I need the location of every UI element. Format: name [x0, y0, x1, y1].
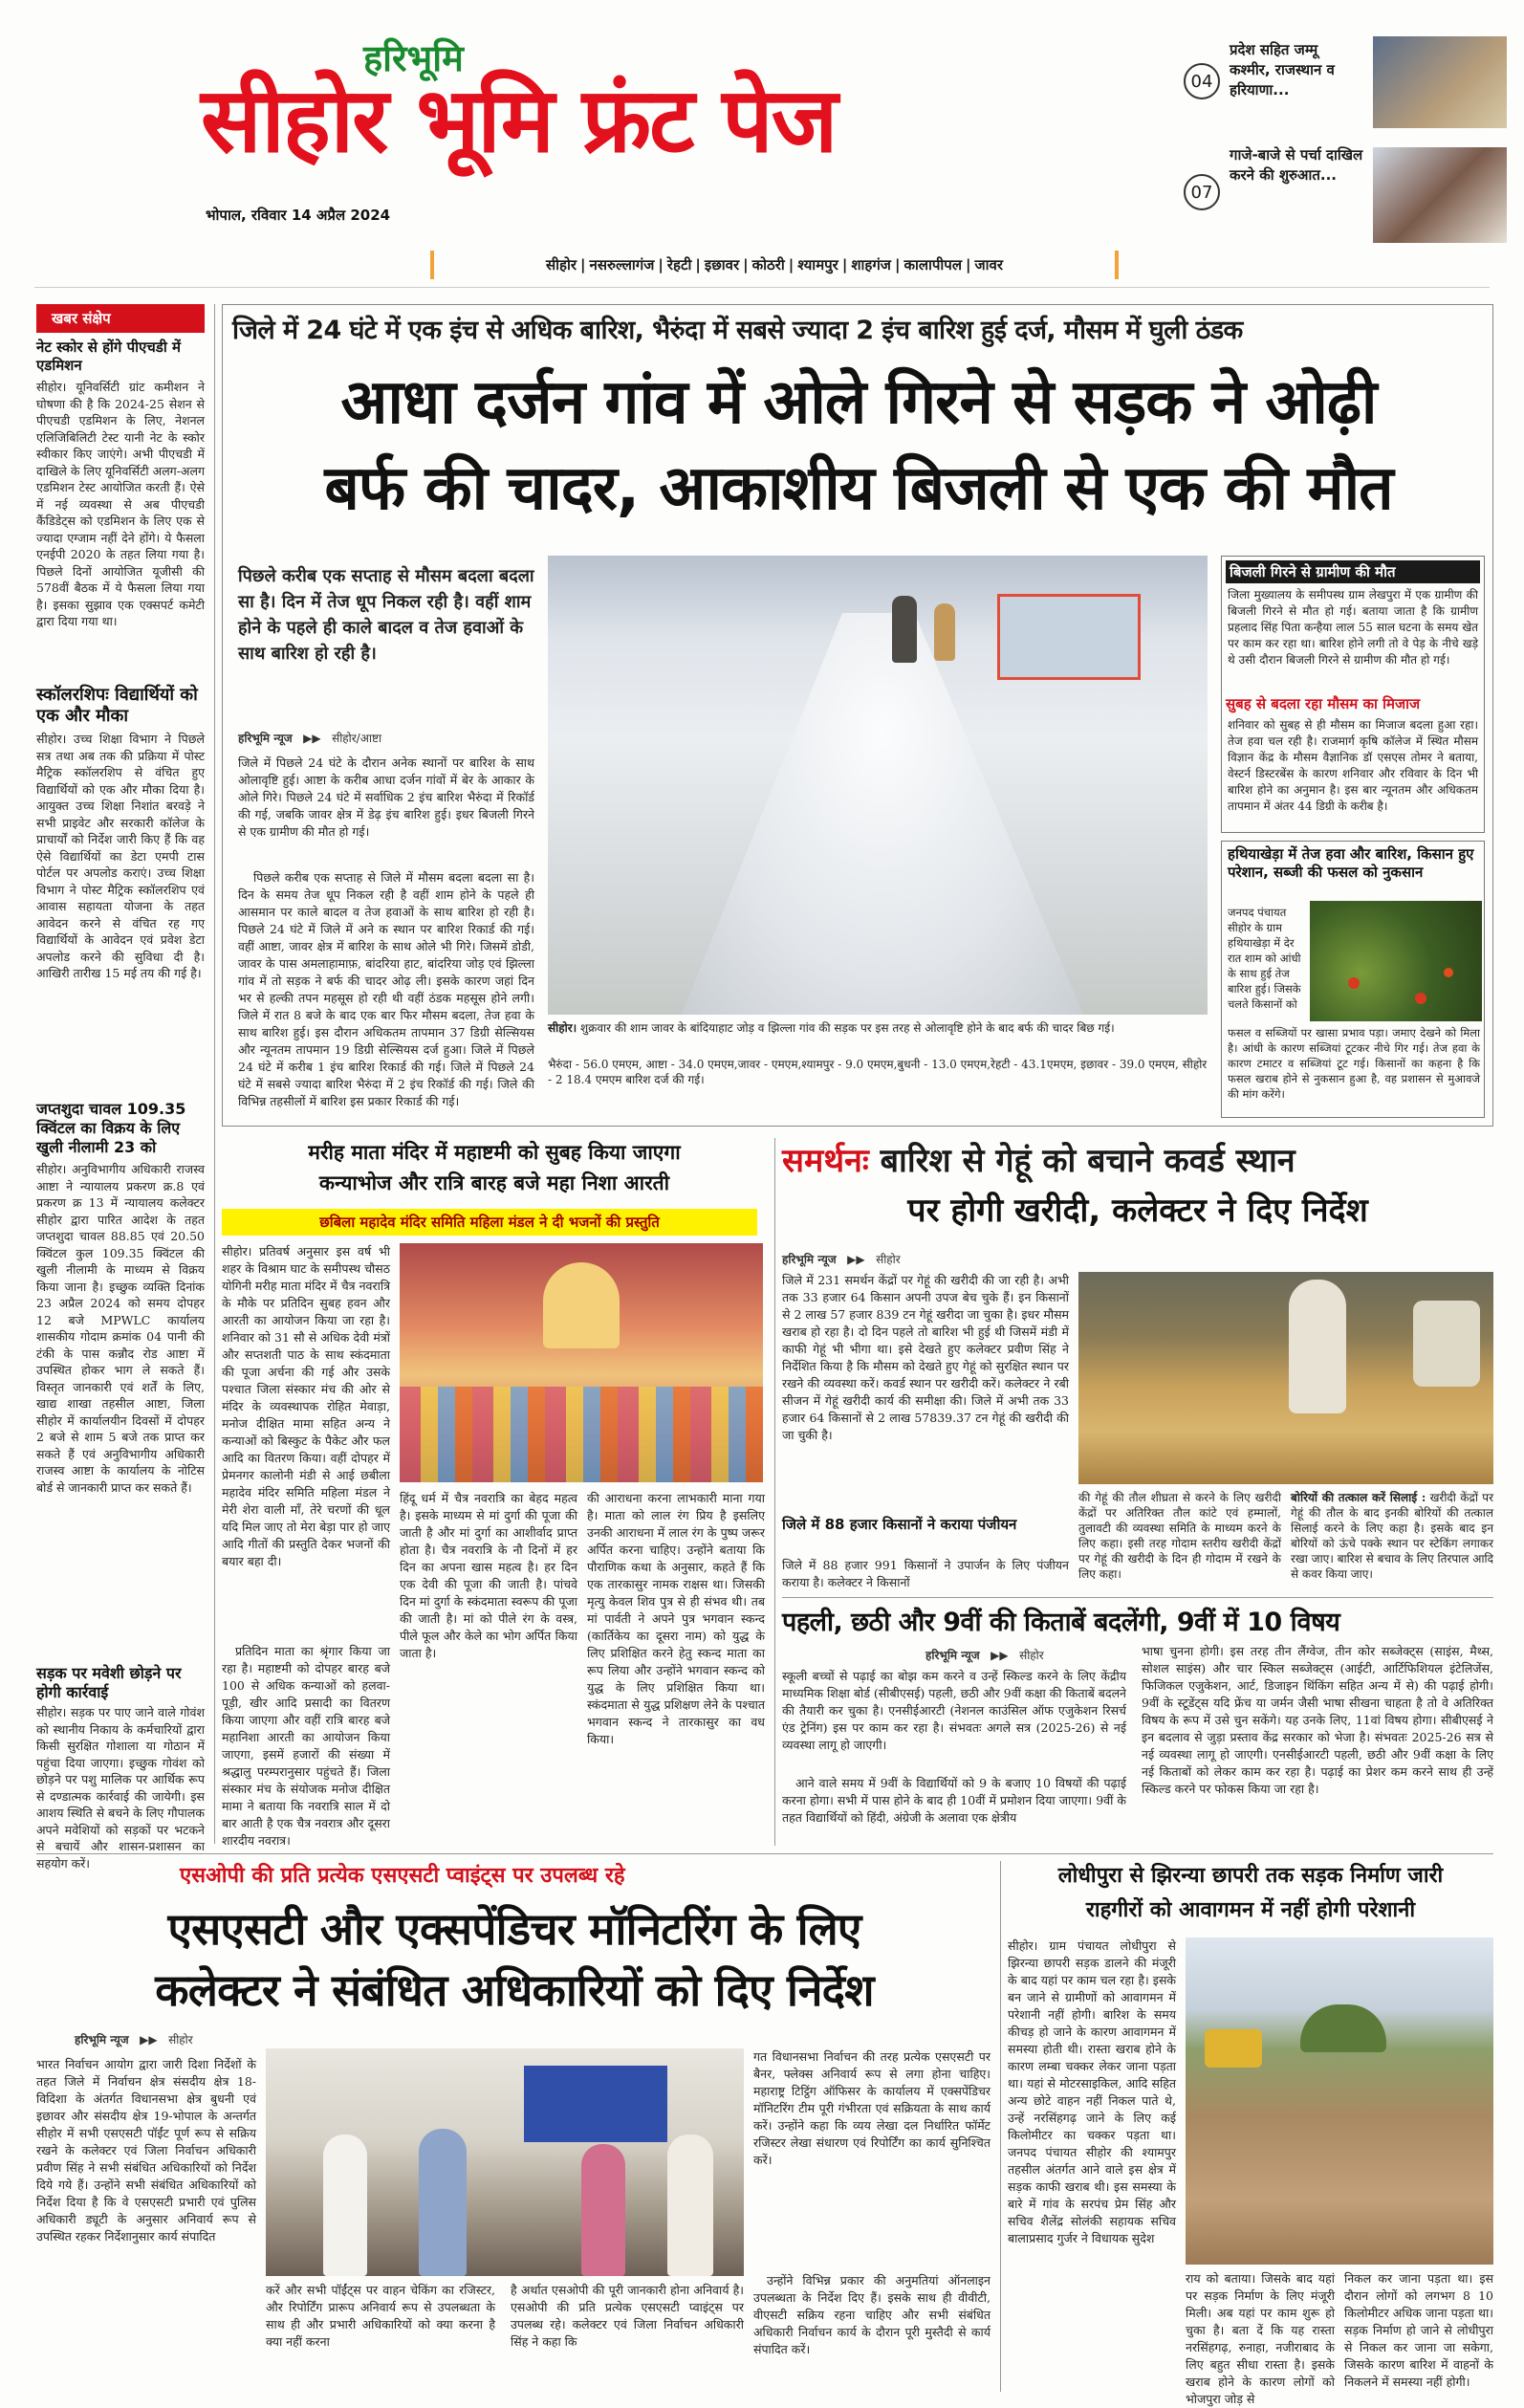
story-body: गत विधानसभा निर्वाचन की तरह प्रत्येक एसएसटी पर बैनर, फ्लेक्स अनिवार्य रूप से लगा होना चाहिए। महाराष्ट्र टिट्ठिंग ऑफिसर के कार्यालय में एक्सपेंडिचर मॉनिटरिंग टीम पूरी गंभीरता एवं सक्रियता के साथ कार्य करें। उन्होंने कहा कि व्यय लेखा दल निर्धारित फॉर्मेट रजिस्टर लेखा संधारण एवं रिपोर्टिंग का कार्य सुनिश्चित करें।	[753, 2049, 991, 2167]
brief-headline: सड़क पर मवेशी छोड़ने पर होगी कार्रवाई	[36, 1664, 182, 1701]
brief-body: सीहोर। उच्च शिक्षा विभाग ने पिछले सत्र तथा अब तक की प्रक्रिया में पोस्ट मैट्रिक स्कॉलरशिप से वंचित हुए विद्यार्थियों को एक और मौका दिया है। आयुक्त उच्च शिक्षा निशांत बरवड़े ने सभी प्राइवेट और सरकारी कॉलेज के प्राचार्यों को निर्देश जारी किए हैं कि वह ऐसे विद्यार्थियों का डेटा एमपी टास पोर्टल पर अपलोड कराएं। उच्च शिक्षा विभाग ने पोस्ट मैट्रिक स्कॉलरशिप एवं आवास सहायता योजना के तहत आवेदन करने से वंचित रह गए विद्यार्थियों के आवेदन एवं प्रवेश डेटा अपलोड करने की सुविधा दी है। आखिरी तारीख 15 मई तय की गई है।	[36, 732, 205, 980]
idol-shape	[543, 1262, 620, 1348]
person-shape	[892, 596, 917, 663]
side-box-body: जिला मुख्यालय के समीपस्थ ग्राम लेखपुरा में एक ग्रामीण की बिजली गिरने से मौत हो गई। बताया जाता है कि ग्रामीण प्रहलाद सिंह पिता कन्हैया लाल 55 साल घटना के समय खेत पर काम कर रहा था। बारिश होने लगी तो वे पेड़ के नीचे खड़े थे उसी दौरान बिजली गिरने से ग्रामीण की मौत हो गई।	[1228, 588, 1478, 667]
brief-headline: जप्तशुदा चावल 109.35 क्विंटल का विक्रय के लिए खुली नीलामी 23 को	[36, 1100, 186, 1156]
nav-separator: |	[695, 256, 701, 274]
story-headline: पहली, छठी और 9वीं की किताबें बदलेंगी, 9वीं में 10 विषय	[782, 1608, 1340, 1637]
nav-item[interactable]: इछावर	[704, 256, 740, 274]
sidebar-label: खबर संक्षेप	[36, 304, 205, 333]
brief-body: सीहोर। यूनिवर्सिटी ग्रांट कमीशन ने घोषणा की है कि 2024-25 सेशन से पीएचडी एडमिशन के लिए, नेशनल एलिजिबिलिटी टेस्ट यानी नेट के स्कोर स्वीकार किए जाएंगे। अभी पीएचडी में दाखिले के लिए यूनिवर्सिटी अलग-अलग एडमिशन टेस्ट आयोजित करती हैं। ऐसे में नई व्यवस्था से अब पीएचडी कैंडिडेट्स को एडमिशन के लिए एक से ज्यादा एग्जाम नहीं देने होंगे। ये फैसला एनईपी 2020 के तहत लिया गया है। पिछले दिनों आयोजित यूजीसी की 578वीं बैठक में ये फैसला लिया गया है। इसका सुझाव एक एक्सपर्ट कमेटी द्वारा दिया गया था।	[36, 380, 205, 628]
nav-item[interactable]: श्यामपुर	[797, 256, 838, 274]
story-body: जिले में 88 हजार 991 किसानों ने उपार्जन के लिए पंजीयन कराया है। कलेक्टर ने किसानों	[782, 1558, 1069, 1589]
story-body: हिंदू धर्म में चैत्र नवरात्रि का बेहद महत्व है। इसके माध्यम से मां दुर्गा की पूजा की जाती है और मां दुर्गा का आशीर्वाद प्राप्त होता है। चैत्र नवरात्रि के नौ दिनों में हर दिन का अपना खास महत्व है। हर दिन एक देवी की पूजा की जाती है। पांचवे दिन मां दुर्गा के स्कंदमाता स्वरूप की पूजा की जाती है। मां को पीले रंग के वस्त्र, पीले फूल और केले का भोग अर्पित किया जाता है।	[400, 1491, 577, 1660]
byline-source: हरिभूमि न्यूज	[238, 732, 293, 745]
nav-item[interactable]: सीहोर	[546, 256, 577, 274]
lead-body: जिले में पिछले 24 घंटे के दौरान अनेक स्थानों पर बारिश के साथ ओलावृष्टि हुई। आष्टा के करीब आधा दर्जन गांवों में बेर के आकार के ओले गिरे। पिछले 24 घंटे में सर्वाधिक 2 इंच बारिश भैरुंदा में रिकॉर्ड की गई, जबकि जावर क्षेत्र में डेढ़ इंच बारिश हुई। इधर बिजली गिरने से एक ग्रामीण की मौत हो गई।	[238, 755, 534, 839]
side-box	[1221, 841, 1485, 1118]
nav-separator: |	[743, 256, 749, 274]
machine-shape	[1205, 2029, 1262, 2068]
byline-place: सीहोर	[1019, 1649, 1044, 1662]
lead-body: पिछले करीब एक सप्ताह से जिले में मौसम बदला बदला सा है। दिन के समय तेज धूप निकल रही है वहीं शाम होने के पहले ही आसमान पर काले बादल व तेज हवाओं के साथ बारिश हो रही है। पिछले 24 घंटे में जिले में अने क स्थान पर बारिश रिकार्ड की गई। वहीं आष्टा, जावर क्षेत्र में बारिश के साथ ओले भी गिरे। जिसमें डोडी, जावर के पास अमलाहामाफ़, बांदरिया हाट, बांदरिया जोड़ एवं झिल्ला गांव में तो सड़क ने बर्फ की चादर ओढ़ ली। इसके कारण जहां दिन भर से हल्की तपन महसूस हो रही थी वहीं ठंडक महसूस होने लगी। जिले में रात 8 बजे के बाद एक बार फिर मौसम बदला, तेज हवा के साथ बारिश हुई। इस दौरान अधिकतम तापमान 37 डिग्री सेल्सियस और न्यूनतम तापमान 19 डिग्री सेल्सियस दर्ज हुआ। जिले में पिछले 24 घंटे में करीब 1 इंच बारिश रिकार्ड की गई। जिले में पिछले 24 घंटे में सबसे ज्यादा बारिश भैरुंदा में 2 इंच रिकॉर्ड की गई। जिले की विभिन्न तहसीलों में बारिश इस प्रकार रिकार्ड की गई।	[238, 870, 534, 1108]
promo-item[interactable]	[1176, 143, 1511, 247]
story-subhead: छबिला महादेव मंदिर समिति महिला मंडल ने दी भजनों की प्रस्तुति	[222, 1209, 757, 1236]
story-headline: मरीह माता मंदिर में महाष्टमी को सुबह किया जाएगा	[308, 1141, 681, 1164]
nav-separator: |	[841, 256, 848, 274]
person-shape	[323, 2134, 367, 2276]
nav-separator: |	[966, 256, 971, 274]
person-shape	[934, 603, 955, 661]
books-story	[782, 1605, 1493, 1846]
promo-box	[1176, 36, 1511, 251]
story-body: भाषा चुनना होगी। इस तरह तीन लैंग्वेज, तीन कोर सब्जेक्ट्स (साइंस, मैथ्स, सोशल साइंस) और चार स्किल सब्जेक्ट्स (आईटी, आर्टिफिशियल इंटेलिजेंस, फिजिकल एजुकेशन, आर्ट, डिजाइन थिंकिंग सहित अन्य में से) की पढ़ाई होगी। 9वीं के स्टूडेंट्स यदि फ्रेंच या जर्मन जैसी भाषा सीखना चाहता है तो वे अतिरिक्त विषय के रूप में उसे चुन सकेंगे। यह उनके लिए, 11वां विषय होगा। सीबीएसई ने इन बदलाव से जुड़ा प्रस्ताव केंद्र सरकार को भेजा है। संभवतः 2025-26 सत्र से नई व्यवस्था लागू हो जाएगी। एनसीईआरटी पहली, छठी और 9वीं कक्षा के लिए नई किताबों को लेकर काम कर रहा है। पढ़ाई का प्रेशर कम करने साथ ही उन्हें स्किल्ड करने पर फोकस किया जा रहा है।	[1142, 1644, 1493, 1796]
brand-logo: हरिभूमि	[363, 37, 464, 79]
sst-story	[36, 1861, 992, 2392]
byline-source: हरिभूमि न्यूज	[75, 2033, 129, 2047]
promo-photo	[1373, 147, 1507, 243]
wheat-heap-photo	[1078, 1272, 1493, 1484]
play-icon: ▶▶	[303, 732, 321, 745]
photo-caption: है अर्थात एसओपी की पूरी जानकारी होना अनिवार्य है। एसओपी की प्रति प्रत्येक एसएसटी प्वाइंट्स पर उपलब्ध रहे। कलेक्टर एवं जिला निर्वाचन अधिकारी सिंह ने कहा कि	[511, 2283, 744, 2349]
caption-headline: बोरियों की तत्काल करें सिलाई :	[1291, 1491, 1426, 1504]
story-kicker: एसओपी की प्रति प्रत्येक एसएसटी प्वाइंट्स पर उपलब्ध रहे	[180, 1864, 625, 1888]
person-shape	[581, 2144, 625, 2276]
lead-deck: पिछले करीब एक सप्ताह से मौसम बदला बदला सा है। दिन में तेज धूप निकल रही है। वहीं शाम होने के पहले ही काले बादल व तेज हवाओं के साथ बारिश हो रही है।	[238, 566, 534, 664]
story-headline: कलेक्टर ने संबंधित अधिकारियों को दिए निर्देश	[155, 1964, 874, 2016]
story-headline: कन्याभोज और रात्रि बारह बजे महा निशा आरती	[318, 1171, 670, 1194]
tree-shape	[1300, 2004, 1386, 2052]
promo-item[interactable]	[1176, 36, 1511, 132]
caption-text: शुक्रवार की शाम जावर के बांदियाहाट जोड़ व झिल्ला गांव की सड़क पर इस तरह से ओलावृष्टि होने के बाद बर्फ की चादर बिछ गई।	[579, 1021, 1115, 1035]
column-divider	[774, 1138, 775, 1846]
section-nav	[430, 251, 1119, 279]
masthead-divider	[34, 287, 1490, 288]
byline-place: सीहोर	[168, 2033, 193, 2047]
byline-place: सीहोर/आष्टा	[332, 732, 382, 745]
story-headline: पर होगी खरीदी, कलेक्टर ने दिए निर्देश	[907, 1192, 1368, 1230]
photo-caption: करें और सभी पॉईंट्स पर वाहन चेकिंग का रजिस्टर, और रिपोर्टिंग प्रारूप अनिवार्य रूप से उपलब्धता के साथ ही और प्रभारी अधिकारियों को क्या करना है क्या नहीं करना	[266, 2283, 495, 2349]
story-headline	[782, 1138, 1493, 1184]
tomato-shape	[1348, 977, 1360, 989]
promo-text: प्रदेश सहित जम्मू कश्मीर, राजस्थान व हरियाणा...	[1230, 41, 1335, 99]
photo-caption	[548, 1020, 1208, 1036]
person-shape	[419, 2129, 467, 2276]
masthead	[0, 0, 1524, 274]
story-body: जिले में 231 समर्थन केंद्रों पर गेहूं की खरीदी की जा रही है। अभी तक 33 हजार 64 किसान अपनी उपज बेच चुके हैं। इन किसानों से 2 लाख 57 हजार 839 टन गेहूं खरीदा जा चुका है। इधर मौसम खराब हो रहा है। दो दिन पहले तो बारिश भी हुई थी जिसमें मंडी में काफी गेहूं भी भीगा था। इसे देखते हुए कलेक्टर प्रवीण सिंह ने निर्देशित किया है कि मौसम को देखते हुए गेहूं को सुरक्षित स्थान पर रखने की व्यवस्था करें। कवर्ड स्थान पर खरीदी करें। कलेक्टर ने रबी सीजन में गेहूं खरीदी कार्य की समीक्षा की। जिले में अभी तक 33 हजार 64 किसानों से 2 लाख 57839.37 टन गेहूं की खरीदी की जा चुकी है।	[782, 1273, 1069, 1442]
play-icon: ▶▶	[991, 1649, 1009, 1662]
column-divider	[214, 304, 215, 1844]
page-number-badge: 07	[1184, 174, 1220, 210]
section-divider	[782, 1597, 1493, 1598]
story-headline: एसएसटी और एक्सपेंडिचर मॉनिटरिंग के लिए	[167, 1903, 861, 1955]
tomato-shape	[1444, 968, 1453, 977]
column-divider	[1000, 1861, 1001, 2392]
byline-place: सीहोर	[876, 1253, 901, 1266]
hail-road-photo	[548, 556, 1208, 1015]
side-box-headline: सुबह से बदला रहा मौसम का मिजाज	[1226, 695, 1421, 712]
play-icon: ▶▶	[847, 1253, 865, 1266]
byline-source: हरिभूमि न्यूज	[925, 1649, 980, 1662]
headline-tag: समर्थनः	[782, 1142, 869, 1180]
promo-text: गाजे-बाजे से पर्चा दाखिल करने की शुरुआत...	[1230, 146, 1363, 184]
nav-separator: |	[658, 256, 664, 274]
nav-separator: |	[788, 256, 795, 274]
brief-headline: स्कॉलरशिपः विद्यार्थियों को एक और मौका	[36, 685, 198, 726]
side-box-body: फसल व सब्जियों पर खासा प्रभाव पड़ा। जमाए देखने को मिला है। आंधी के कारण सब्जियां टूटकर नीचे गिर गई। तेज हवा के कारण टमाटर व सब्जियां टूट गई। किसानों का कहना है कि फसल खराब होने से नुकसान हुआ है, वह प्रशासन से मुआवजे की मांग करेंगे।	[1228, 1026, 1480, 1101]
story-body: उन्होंने विभिन्न प्रकार की अनुमतियां ऑनलाइन उपलब्धता के निर्देश दिए हैं। इसके साथ ही वीवीटी, वीएसटी सक्रिय रहना चाहिए और सभी संबंधित अधिकारी निर्वाचन कार्य के दौरान पूरी मुस्तैदी से कार्य संपादित करें।	[753, 2273, 991, 2356]
officers-meeting-photo	[266, 2048, 744, 2276]
story-body: सीहोर। ग्राम पंचायत लोधीपुरा से झिरन्या छापरी सड़क डालने की मंजूरी के बाद यहां पर काम चल रहा है। इसके बन जाने से ग्रामीणों को आवागमन में परेशानी नहीं होगी। बारिश के समय कीचड़ हो जाने के कारण आवागमन में समस्या होती थी। रास्ता खराब होने के कारण लम्बा चक्कर लेकर जाना पड़ता था। यहां से मोटरसाइकिल, आदि सहित अन्य छोटे वाहन नहीं निकल पाते थे, उन्हें नरसिंहगढ़ जाने के लिए कई किलोमीटर का चक्कर पड़ता था। जनपद पंचायत सीहोर की श्यामपुर तहसील अंतर्गत आने वाले इस क्षेत्र में सड़क काफी खराब थी। इस समस्या के बारे में गांव के सरपंच प्रेम सिंह और सचिव शैलेंद्र सोलंकी सहायक सचिव बालाप्रसाद गुर्जर ने विधायक सुदेश	[1008, 1938, 1176, 2245]
brief-body: सीहोर। अनुविभागीय अधिकारी राजस्व आष्टा ने न्यायालय प्रकरण क्र.8 एवं प्रकरण क्र 13 में न्यायालय कलेक्टर सीहोर द्वारा पारित आदेश के तहत जप्तशुदा चावल 88.85 एवं 20.50 क्विंटल कुल 109.35 क्विंटल की खुली नीलामी के माध्यम से विक्रय किया जाना है। इच्छुक व्यक्ति दिनांक 23 अप्रैल 2024 को समय दोपहर 12 बजे MPWLC कार्यालय शासकीय गोदाम क्रमांक 04 पानी की टंकी के पास कन्नौद रोड आष्टा में उपस्थित होकर भाग ले सकते हैं। विस्तृत जानकारी एवं शर्तें के लिए, खाद्य शाखा तहसील आष्टा, जिला सीहोर में कार्यालयीन दिवसों में दोपहर 2 बजे से शाम 5 बजे तक प्राप्त कर सकते हैं एवं अनुविभागीय अधिकारी राजस्व आष्टा के कार्यालय के नोटिस बोर्ड से जानकारी प्राप्त कर सकते हैं।	[36, 1162, 205, 1495]
caption-label: सीहोर।	[548, 1021, 577, 1035]
wheat-story	[782, 1138, 1493, 1587]
nav-item[interactable]: कालापीपल	[904, 256, 962, 274]
rainfall-figures: भैरुंदा - 56.0 एमएम, आष्टा - 34.0 एमएम,जावर - एमएम,श्यामपुर - 9.0 एमएम,बुधनी - 13.0 एमएम,रेहटी - 43.1एमएम, इछावर - 39.0 एमएम, सीहोर - 2 18.4 एमएम बारिश दर्ज की गई।	[548, 1058, 1208, 1086]
side-box-headline: बिजली गिरने से ग्रामीण की मौत	[1226, 560, 1480, 583]
story-body: स्कूली बच्चों से पढ़ाई का बोझ कम करने व उन्हें स्किल्ड करने के लिए केंद्रीय माध्यमिक शिक्षा बोर्ड (सीबीएसई) पहली, छठी और 9वीं कक्षा की किताबें बदलने की तैयारी कर चुका है। एनसीईआरटी (नेशनल काउंसिल ऑफ एजुकेशन रिसर्च एंड ट्रेनिंग) इस पर काम कर रहा है। संभवतः अगले सत्र (2025-26) से नई व्यवस्था लागू हो जाएगी।	[782, 1669, 1126, 1752]
dateline: भोपाल, रविवार 14 अप्रैल 2024	[206, 207, 391, 224]
nav-item[interactable]: रेहटी	[666, 256, 692, 274]
crowd-shape	[400, 1387, 763, 1482]
nav-item[interactable]: नसरुल्लागंज	[589, 256, 655, 274]
truck-shape	[997, 594, 1141, 680]
story-body: सीहोर। प्रतिवर्ष अनुसार इस वर्ष भी शहर के विश्राम घाट के समीपस्थ चौसठ योगिनी मरीह माता मंदिर में चैत्र नवरात्रि के मौके पर प्रतिदिन सुबह हवन और आरती का आयोजन किया जा रहा है। शनिवार को 31 सौ से अधिक देवी मंत्रों और सप्तशती पाठ के साथ स्कंदमाता की पूजा अर्चना की गई और उसके पश्चात जिला संस्कार मंच की ओर से मंदिर के व्यवस्थापक रोहित मेवाड़ा, मनोज दीक्षित मामा सहित अन्य ने कन्याओं को बिस्कुट के पैकेट और फल आदि का वितरण किया। वहीं दोपहर में प्रेमनगर कालोनी मंडी से आई छबीला महादेव मंदिर समिति महिला मंडल ने मेरी शेरा वाली माँ, तेरे चरणों की धूल यदि मिल जाए तो मेरा बेड़ा पार हो जाए आदि गीतों की प्रस्तुति देकर भजनों की बयार बहा दी।	[222, 1244, 390, 1568]
story-byline	[75, 2031, 361, 2047]
lead-story	[222, 304, 1493, 1127]
photo-caption: राय को बताया। जिसके बाद यहां पर सड़क निर्माण के लिए मंजूरी मिली। अब यहां पर काम शुरू हो चुका है। बता दें कि यह रास्ता नरसिंहगढ़, रुनाहा, नजीराबाद के लिए बहुत सीधा रास्ता है। इसके खराब होने के कारण लोगों को भोजपुरा जोड़ से	[1186, 2271, 1335, 2406]
brief-headline: नेट स्कोर से होंगे पीएचडी में एडमिशन	[36, 339, 181, 374]
road-story	[1008, 1861, 1493, 2406]
lead-headline: आधा दर्जन गांव में ओले गिरने से सड़क ने ओढ़ी	[340, 367, 1377, 438]
vegetable-field-photo	[1310, 901, 1482, 1021]
story-body: प्रतिदिन माता का श्रृंगार किया जा रहा है। महाष्टमी को दोपहर बारह बजे 100 से अधिक कन्याओं को हलवा-पूड़ी, खीर आदि प्रसादी का वितरण किया जाएगा और वहीं रात्रि बारह बजे महानिशा आरती का आयोजन किया जाएगा, इसमें हजारों की संख्या में श्रद्धालु परम्परानुसार पहुंचते हैं। जिला संस्कार मंच के संयोजक मनोज दीक्षित मामा ने बताया कि नवरात्रि साल में दो बार आती है एक चैत्र नवरात्र और दूसरा शारदीय नवरात्र।	[222, 1644, 390, 1848]
nav-item[interactable]: कोठरी	[751, 256, 785, 274]
story-headline: लोधीपुरा से झिरन्या छापरी तक सड़क निर्माण जारी	[1057, 1864, 1444, 1888]
sack-shape	[1413, 1301, 1480, 1387]
person-shape	[667, 2134, 713, 2276]
nav-item[interactable]: शाहगंज	[851, 256, 891, 274]
story-headline: राहगीरों को आवागमन में नहीं होगी परेशानी	[1085, 1898, 1416, 1922]
byline-source: हरिभूमि न्यूज	[782, 1253, 837, 1266]
story-byline	[782, 1251, 1069, 1267]
temple-group-photo	[400, 1243, 763, 1482]
headline-text: बारिश से गेहूं को बचाने कवर्ड स्थान	[880, 1142, 1295, 1180]
play-icon: ▶▶	[140, 2033, 158, 2047]
promo-photo	[1373, 36, 1507, 128]
section-divider	[36, 1853, 1493, 1854]
story-body: की आराधना करना लाभकारी माना गया है। माता को लाल रंग प्रिय है इसलिए उनकी आराधना में लाल रंग के पुष्प जरूर अर्पित करना चाहिए। उन्होंने बताया कि पौराणिक कथा के अनुसार, कहते हैं कि एक तारकासुर नामक राक्षस था। जिसकी मृत्यु केवल शिव पुत्र से ही संभव थी। तब मां पार्वती ने अपने पुत्र भगवान स्कन्द (कार्तिकेय का दूसरा नाम) को युद्ध के लिए प्रशिक्षित करने हेतु स्कन्द माता का रूप लिया और उन्होंने भगवान स्कन्द को युद्ध के लिए प्रशिक्षित किया था। स्कंदमाता से युद्ध प्रशिक्षण लेने के पश्चात भगवान स्कन्द ने तारकासुर का वध किया।	[587, 1491, 765, 1746]
photo-caption: निकल कर जाना पड़ता था। इस दौरान लोगों को लगभग 8 10 किलोमीटर अधिक जाना पड़ता था। सड़क निर्माण हो जाने से लोधीपुरा से निकल कर जाना जा सकेगा, जिसके कारण बारिश में वाहनों के निकलने में समस्या नहीं होगी।	[1344, 2271, 1493, 2389]
road-construction-photo	[1186, 1937, 1493, 2265]
lead-byline	[238, 730, 534, 746]
caption-text: खरीदी केंद्रों पर गेहूं की तौल के बाद इनकी बोरियों की तत्काल सिलाई करने के लिए कहा है। इसके बाद इन बोरियों को ऊंचे पक्के स्थान पर स्टेकिंग लगाकर रखा जाए। बारिश से बचाव के लिए तिरपाल आदि से कवर किया जाए।	[1291, 1491, 1493, 1581]
side-box-body: जनपद पंचायत सीहोर के ग्राम हथियाखेड़ा में देर रात शाम को आंधी के साथ हुई तेज बारिश हुई। जिसके चलते किसानों को	[1228, 906, 1301, 1011]
side-box-body: शनिवार को सुबह से ही मौसम का मिजाज बदला हुआ रहा। तेज हवा चल रही है। राजमार्ग कृषि कॉलेज में स्थित मौसम विज्ञान केंद्र के मौसम वैज्ञानिक डॉ एसएस तोमर ने बताया, वेस्टर्न डिस्टरबेंस के कारण शनिवार और रविवार के दिन भी बारिश होने का अनुमान है। इस बार न्यूनतम और अधिकतम तापमान में अंतर 44 डिग्री के करीब है।	[1228, 718, 1478, 813]
page-number-badge: 04	[1184, 63, 1220, 99]
nav-separator: |	[894, 256, 901, 274]
side-box	[1221, 556, 1485, 833]
banner-shape	[524, 2066, 667, 2142]
brief-body: सीहोर। सड़क पर पाए जाने वाले गोवंश को स्थानीय निकाय के कर्मचारियों द्वारा किसी सुरक्षित गोशाला या गोठान में पहुंचा दिया जाएगा। इच्छुक गोवंश को छोड़ने पर पशु मालिक पर आर्थिक रूप से दण्डात्मक कार्रवाई की जायेगी। इस आशय स्थिति से बचने के लिए गौपालक अपने मवेशियों को सड़कों पर भटकने से बचायें और शासन-प्रशासन का सहयोग करें।	[36, 1705, 205, 1871]
mandir-story	[222, 1138, 767, 1846]
story-body: आने वाले समय में 9वीं के विद्यार्थियों को 9 के बजाए 10 विषयों की पढ़ाई करना होगा। सभी में पास होने के बाद ही 10वीं में प्रमोशन दिया जाएगा। 9वीं के तहत विद्यार्थियों को हिंदी, अंग्रेजी के अलावा एक क्षेत्रीय	[782, 1776, 1126, 1825]
tomato-shape	[1415, 993, 1426, 1004]
photo-caption: की गेहूं की तौल शीघ्रता से करने के लिए खरीदी केंद्रों पर अतिरिक्त तौल कांटे एवं हम्मालों, तुलावटी की व्यवस्था समिति के माध्यम करने के लिए कहा। इसी तरह गोदाम स्तरीय खरीदी केंद्रों पर गेहूं की खरीदी के दिन ही गोदाम में रखने के लिए कहा।	[1078, 1491, 1281, 1581]
nav-separator: |	[580, 256, 586, 274]
photo-caption	[1291, 1490, 1493, 1586]
page-title: सीहोर भूमि फ्रंट पेज	[201, 69, 837, 173]
news-brief-sidebar	[36, 304, 205, 1871]
lead-kicker: जिले में 24 घंटे में एक इंच से अधिक बारिश, भैरुंदा में सबसे ज्यादा 2 इंच बारिश हुई दर्ज, मौसम में घुली ठंडक	[232, 316, 1243, 345]
side-box-headline: हथियाखेड़ा में तेज हवा और बारिश, किसान हुए परेशान, सब्जी की फसल को नुकसान	[1228, 845, 1474, 881]
story-body: भारत निर्वाचन आयोग द्वारा जारी दिशा निर्देशों के तहत जिले में निर्वाचन क्षेत्र संसदीय क्षेत्र 18-विदिशा के अंतर्गत विधानसभा क्षेत्र बुधनी एवं इछावर और संसदीय क्षेत्र 19-भोपाल के अन्तर्गत सीहोर में सभी एसएसटी पॉईंट पूर्ण रूप से सक्रिय रखने के कलेक्टर एवं जिला निर्वाचन अधिकारी प्रवीण सिंह ने सभी संबंधित अधिकारियों को निर्देश दिये गये हैं। उन्होंने सभी संबंधित अधिकारियों को निर्देश दिया है कि वे एसएसटी प्रभारी एवं पुलिस अधिकारी ड्यूटी के अनुसार अनिवार्य रूप से उपस्थित रहकर निर्देशानुसार कार्य संपादित	[36, 2057, 256, 2244]
nav-item[interactable]: जावर	[974, 256, 1003, 274]
lead-headline: बर्फ की चादर, आकाशीय बिजली से एक की मौत	[324, 453, 1393, 524]
worker-shape	[1289, 1280, 1346, 1413]
story-subhead: जिले में 88 हजार किसानों ने कराया पंजीयन	[782, 1516, 1017, 1533]
